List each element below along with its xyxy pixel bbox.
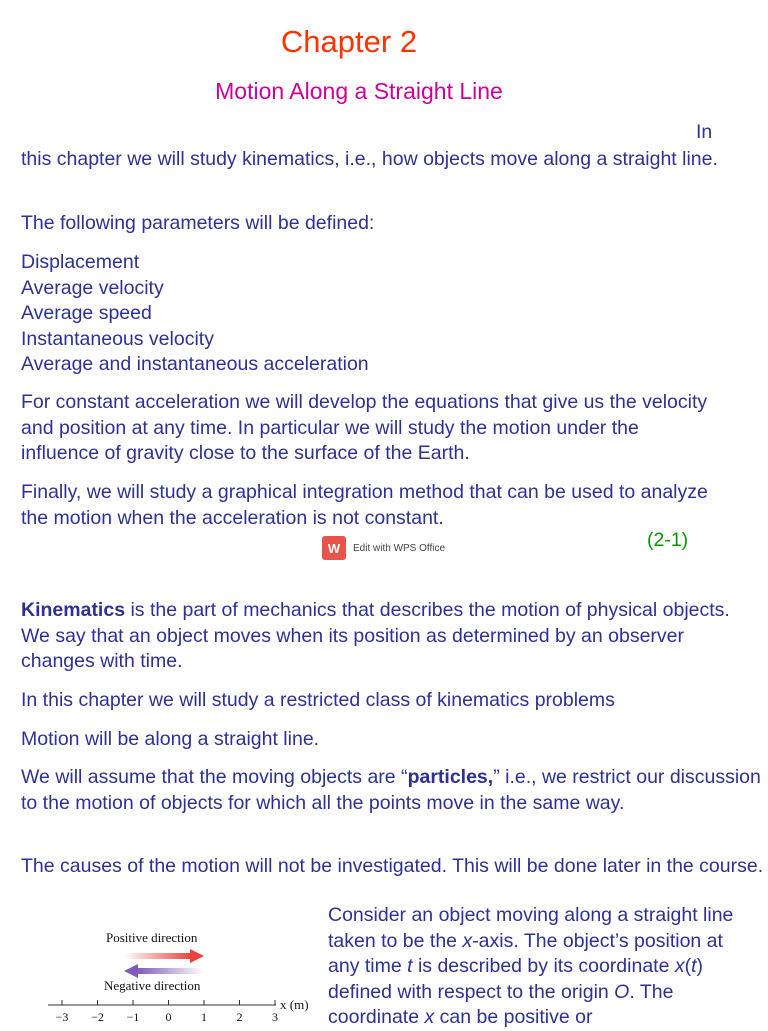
axis-tick-label: 2 — [236, 1010, 243, 1024]
negative-direction-label: Negative direction — [104, 978, 201, 993]
positive-arrow-icon — [124, 949, 204, 963]
consider-text: Consider an object moving along a straight line taken to be the — [328, 904, 734, 952]
consider-text: is described by its coordinate — [412, 955, 675, 977]
positive-direction-label: Positive direction — [106, 930, 198, 945]
straight-line-paragraph: Motion will be along a straight line. — [21, 728, 320, 750]
kinematics-paragraph — [21, 598, 756, 675]
chapter-title: Chapter 2 — [280, 24, 418, 59]
kinematics-term: Kinematics — [21, 599, 126, 621]
axis-tick-label: −3 — [55, 1010, 69, 1024]
slide-number: (2-1) — [647, 529, 689, 551]
particles-term: particles, — [407, 766, 494, 788]
axis-tick-label: −2 — [91, 1010, 104, 1024]
restricted-paragraph: In this chapter we will study a restricted class of kinematics problems — [21, 689, 615, 711]
direction-figure — [40, 925, 320, 1024]
var-x: x — [674, 955, 685, 977]
var-x: x — [424, 1006, 435, 1028]
var-o: O — [614, 980, 630, 1003]
consider-text: -axis. The object’s position at any time — [328, 929, 723, 977]
wps-logo-icon: W — [322, 536, 346, 560]
var-x: x — [462, 929, 473, 952]
particles-paragraph — [21, 765, 761, 816]
finally-paragraph: Finally, we will study a graphical integration method that can be used to analyze the motion when the acceleration is not constant. — [21, 481, 708, 529]
axis-tick-label: 1 — [201, 1010, 207, 1024]
negative-arrow-icon — [124, 964, 204, 978]
var-t: t — [407, 955, 413, 977]
var-t: t — [691, 955, 697, 977]
axis-tick-label: −1 — [126, 1010, 140, 1024]
particles-post: ” i.e., we restrict our discussion to the motion of objects for which all the points move in the same way. — [21, 766, 761, 814]
param-item: Displacement — [21, 251, 140, 273]
consider-text: . The coordinate — [328, 980, 674, 1028]
param-item: Average velocity — [21, 276, 164, 299]
intro-in-word: In — [696, 121, 713, 143]
x-axis-label: x (m) — [280, 997, 309, 1012]
chapter-subtitle: Motion Along a Straight Line — [215, 78, 503, 104]
param-item: Average and instantaneous acceleration — [21, 353, 369, 375]
params-intro: The following parameters will be defined: — [21, 212, 375, 234]
constant-accel-paragraph: For constant acceleration we will develop the equations that give us the velocity and position at any time. In particular we will study the motion under the influence of gravity close to the surface of the Earth. — [21, 391, 708, 464]
consider-text: can be positive or — [434, 1006, 593, 1028]
wps-watermark[interactable] — [322, 536, 445, 560]
wps-watermark-text: Edit with WPS Office — [353, 542, 446, 554]
causes-paragraph: The causes of the motion will not be investigated. This will be done later in the course. — [21, 855, 764, 877]
axis-tick-label: 3 — [272, 1010, 278, 1024]
param-item: Average speed — [21, 302, 152, 324]
consider-paragraph: Consider an object moving along a straight line taken to be the x-axis. The object’s position at any time t is described by its coordinate x(t) defined with respect to the origin O. The coordinate x can be positive or — [328, 904, 734, 1028]
params-list — [21, 250, 761, 378]
axis-tick-label: 0 — [165, 1010, 172, 1024]
x-axis — [40, 991, 320, 1024]
kinematics-definition: is the part of mechanics that describes the motion of physical objects. We say that an object moves when its position as determined by an observer changes with time. — [21, 599, 730, 672]
intro-paragraph: this chapter we will study kinematics, i.e., how objects move along a straight line. — [21, 148, 718, 170]
consider-text: defined with respect to the origin — [328, 980, 615, 1003]
particles-pre: We will assume that the moving objects are “ — [21, 766, 408, 788]
param-item: Instantaneous velocity — [21, 327, 214, 350]
